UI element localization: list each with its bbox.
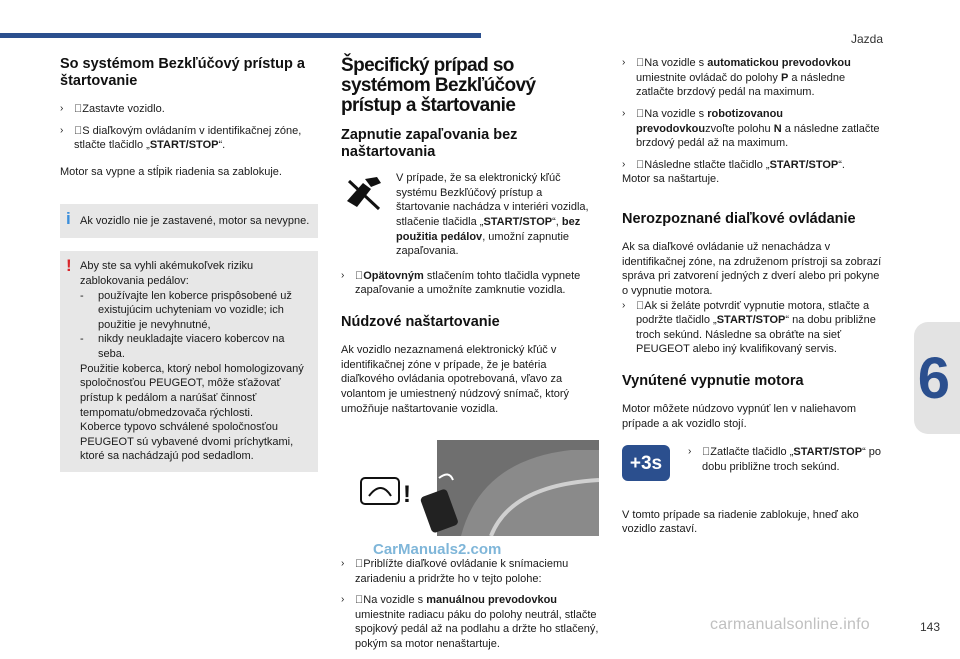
section-title: Jazda [850,32,883,46]
column-3 [622,56,884,545]
bullet-arrow-icon: › [60,103,64,115]
steering-lock-text: V tomto prípade sa riadenie zablokuje, hneď ako vozidlo zastaví. [622,508,859,536]
forced-stop-text: Motor môžete núdzovo vypnúť len v naliehavom prípade a ak vozidlo stojí. [622,403,857,430]
bullet-arrow-icon: › [622,299,626,311]
bullet-automatic-gearbox: › Na vozidle s automatickou prevodovkou umiestnite ovládač do polohy P a následne zatlačte brzdový pedál na maximum. [622,57,851,99]
page-number: 143 [919,620,940,634]
bullet-arrow-icon: › [341,269,345,281]
column-2 [341,56,599,659]
plus-3s-icon: +3s [622,445,670,481]
bullet-press-button: › S diaľkovým ovládaním v identifikačnej zóne, stlačte tlačidlo „START/STOP“. [60,124,302,152]
emergency-heading: Núdzové naštartovanie [341,314,500,331]
warning-item: - nikdy neukladajte viacero kobercov na seba. [80,333,285,361]
header-bar [0,33,481,38]
bullet-arrow-icon: › [622,57,626,68]
bullet-confirm-stop: › Ak si želáte potvrdiť vypnutie motora, stlačte a podržte tlačidlo „START/STOP“ na dobu približne troch sekúnd. Následne sa obráťte na sieť PEUGEOT alebo iný kvalifikovaný servis. [622,299,876,356]
bullet-stop-vehicle: › Zastavte vozidlo. [60,103,165,116]
bullet-arrow-icon: › [688,446,692,458]
info-icon: i [66,208,71,228]
unrecognized-remote-heading: Nerozpoznané diaľkové ovládanie [622,211,856,227]
warning-item: - používajte len koberce prispôsobené už existujúcim uchyteniam vo vozidle; ich použitie je nevyhnutné, [80,289,292,331]
bullet-press-again: › Opätovným stlačením tohto tlačidla vypnete zapaľovanie a umožníte zamknutie vozidla. [341,269,581,297]
bullet-bring-remote: › Priblížte diaľkové ovládanie k snímaciemu zariadeniu a pridržte ho v tejto polohe: [341,557,569,585]
ignition-heading: Zapnutie zapaľovania bez naštartovania [341,126,518,160]
forced-stop-heading: Vynútené vypnutie motora [622,373,804,390]
col1-heading: So systémom Bezkľúčový prístup a štartovanie [60,56,305,90]
bullet-arrow-icon: › [622,107,626,119]
warning-box: ! Aby ste sa vyhli akémukoľvek riziku zablokovania pedálov: - používajte len koberce prispôsobené už existujúcim uchyteniam vo vozidle; ich použitie je nevyhnutné, - nikdy neukladajte viacero kobercov na seba. Použitie koberca, ktorý nebol homologizovaný spoločnosťou PEUGEOT, môže sťažovať prístup k pedálom a narúšať činnosť tempomatu/obmedzovača rýchlosti. Koberce typovo schválené spoločnosťou PEUGEOT sú vybavené dvomi príchytkami, ktoré sa nachádzajú pod sedadlom. [60,251,318,472]
unrecognized-remote-text: Ak sa diaľkové ovládanie už nenachádza v identifikačnej zóne, na združenom prístroji sa zobrazí správa pri zatvorení jedných z dverí alebo pri pokyne o vypnutie motora. [622,241,882,297]
bullet-robotized-gearbox: › Na vozidle s robotizovanou prevodovkouzvoľte polohu N a následne zatlačte brzdový pedál až na maximum. [622,107,880,150]
warning-icon: ! [66,256,72,276]
bullet-press-start: › Následne stlačte tlačidlo „START/STOP“. [622,158,845,171]
bullet-arrow-icon: › [341,594,345,606]
bullet-hold-button: › Zatlačte tlačidlo „START/STOP“ po dobu približne troch sekúnd. [688,446,882,474]
bullet-manual-gearbox: › Na vozidle s manuálnou prevodovkou umiestnite radiacu páku do polohy neutrál, stlačte spojkový pedál až na podlahu a držte ho stlačený, pokým sa motor nenaštartuje. [341,594,599,651]
foot-off-pedal-icon [341,171,386,213]
watermark-right: carmanualsonline.info [710,616,870,633]
emergency-start-illustration [341,440,599,536]
engine-off-text: Motor sa vypne a stĺpik riadenia sa zablokuje. [60,166,282,179]
bullet-arrow-icon: › [60,124,64,136]
info-text: Ak vozidlo nie je zastavené, motor sa nevypne. [80,214,310,227]
watermark-left: CarManuals2.com [373,541,502,558]
ignition-row [341,171,599,259]
column-1 [60,56,318,485]
bullet-arrow-icon: › [341,557,345,569]
forced-stop-row [622,445,884,481]
svg-text:!: ! [403,481,411,509]
main-heading: Špecifický prípad so systémom Bezkľúčový prístup a štartovanie [341,55,536,116]
info-box [60,204,318,239]
chapter-number: 6 [917,346,950,411]
emergency-text: Ak vozidlo nezaznamená elektronický kľúč v identifikačnej zóne v prípade, že je batéria diaľkového ovládania opotrebovaná, vľavo za volantom je umiestnený núdzový snímač, ktorý umožňuje naštartovanie vozidla. [341,344,570,415]
ignition-text: V prípade, že sa elektronický kľúč systému Bezkľúčový prístup a štartovanie nachádza v interiéri vozidla, stlačenie tlačidla „START/STOP“, bez použitia pedálov, umožní zapnutie zapaľovania. [396,172,589,258]
bullet-arrow-icon: › [622,158,626,170]
engine-starts-text: Motor sa naštartuje. [622,173,720,186]
